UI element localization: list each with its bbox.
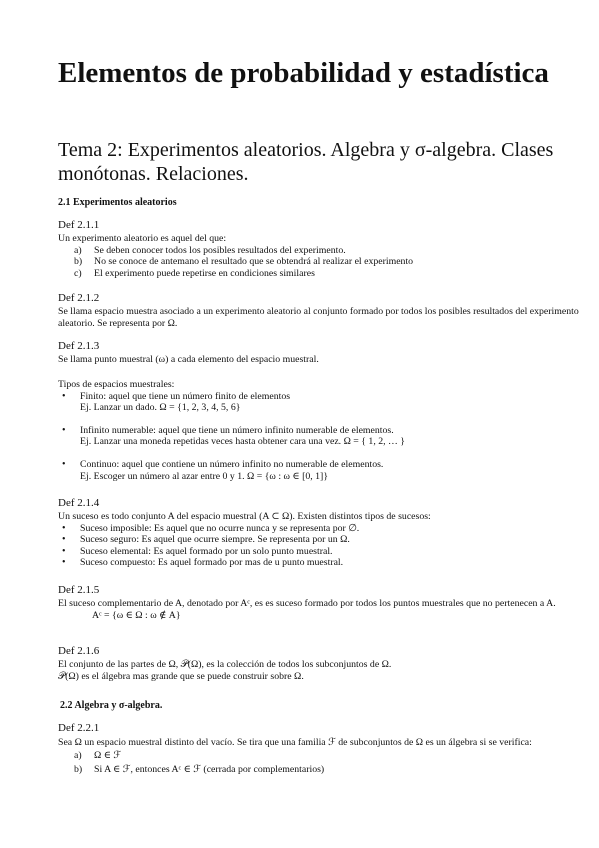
definition-text: Un suceso es todo conjunto A del espacio muestral (A ⊂ Ω). Existen distintos tipos de sucesos: <box>58 511 431 522</box>
list-letter: b) <box>74 256 83 268</box>
list-item <box>58 523 588 535</box>
definition-heading: Def 2.1.1 <box>58 219 100 231</box>
list-item-text: Suceso seguro: Es aquel que ocurre siempre. Se representa por un Ω. <box>80 534 350 546</box>
list-item <box>58 546 588 558</box>
bullet-icon: • <box>62 424 66 436</box>
definition-heading: Def 2.2.1 <box>58 722 100 734</box>
section-heading-2-2: 2.2 Algebra y σ-algebra. <box>60 700 163 711</box>
list-item <box>58 391 588 414</box>
list-item-text: No se conoce de antemano el resultado que se obtendrá al realizar el experimento <box>94 256 414 268</box>
ordered-list <box>58 749 588 777</box>
list-item <box>58 268 588 280</box>
definition-text: El suceso complementario de A, denotado por Aᶜ, es es suceso formado por todos los puntos muestrales que no pertenecen a A. <box>58 598 556 609</box>
list-item <box>58 256 588 268</box>
list-item-text: El experimento puede repetirse en condiciones similares <box>94 267 315 279</box>
topic-subtitle: Tema 2: Experimentos aleatorios. Algebra y σ-algebra. Clases monótonas. Relaciones. <box>58 139 554 185</box>
list-item-text: Se deben conocer todos los posibles resultados del experimento. <box>94 244 346 256</box>
bullet-icon: • <box>62 534 66 546</box>
definition-2-1-5 <box>58 584 588 621</box>
definition-text: Se llama punto muestral (ω) a cada elemento del espacio muestral. <box>58 354 319 365</box>
definition-text: 𝒫(Ω) es el álgebra mas grande que se puede construir sobre Ω. <box>58 670 304 682</box>
list-item-text: Suceso compuesto: Es aquel formado por mas de u punto muestral. <box>80 557 344 569</box>
definition-heading: Def 2.1.5 <box>58 584 100 596</box>
list-letter: c) <box>74 267 82 279</box>
list-letter: a) <box>74 750 82 761</box>
type-continuous-example: Ej. Escoger un número al azar entre 0 y 1. Ω = {ω : ω ∈ [0, 1]} <box>80 470 329 482</box>
event-types-list <box>58 523 588 569</box>
list-item <box>58 534 588 546</box>
definition-heading: Def 2.1.2 <box>58 292 100 304</box>
list-item <box>58 749 588 763</box>
definition-2-1-3 <box>58 340 588 366</box>
bullet-icon: • <box>62 390 66 402</box>
bullet-icon: • <box>62 545 66 557</box>
list-item <box>58 425 588 448</box>
list-item-text: Suceso elemental: Es aquel formado por un solo punto muestral. <box>80 545 333 557</box>
list-item <box>58 557 588 569</box>
list-item-text: Si A ∈ ℱ, entonces Aᶜ ∈ ℱ (cerrada por complementarios) <box>94 764 325 775</box>
sample-space-types <box>58 379 588 482</box>
ordered-list <box>58 245 588 280</box>
list-letter: a) <box>74 244 82 256</box>
bullet-icon: • <box>62 522 66 534</box>
section-heading-2-1: 2.1 Experimentos aleatorios <box>58 197 177 208</box>
definition-2-1-6 <box>58 645 588 682</box>
definition-text: El conjunto de las partes de Ω, 𝒫(Ω), es la colección de todos los subconjuntos de Ω. <box>58 659 392 670</box>
definition-2-2-1 <box>58 722 588 777</box>
list-item <box>58 245 588 257</box>
definition-2-1-2 <box>58 292 588 329</box>
list-item-text: Suceso imposible: Es aquel que no ocurre nunca y se representa por ∅. <box>80 522 360 534</box>
definition-text: Se llama espacio muestra asociado a un experimento aleatorio al conjunto formado por todos los posibles resultados del experimento aleatorio. Se representa por Ω. <box>58 306 579 329</box>
type-continuous: Continuo: aquel que contiene un número infinito no numerable de elementos. <box>80 458 384 470</box>
definition-text: Un experimento aleatorio es aquel del que: <box>58 233 227 244</box>
type-countable: Infinito numerable: aquel que tiene un número infinito numerable de elementos. <box>80 424 394 436</box>
definition-heading: Def 2.1.4 <box>58 497 100 509</box>
list-letter: b) <box>74 764 83 775</box>
definition-2-1-4 <box>58 497 588 569</box>
complement-formula: Aᶜ = {ω ∈ Ω : ω ∉ A} <box>92 609 181 621</box>
document-title: Elementos de probabilidad y estadística <box>58 57 549 89</box>
definition-2-1-1 <box>58 219 588 279</box>
bullet-icon: • <box>62 458 66 470</box>
list-item <box>58 459 588 482</box>
bullet-icon: • <box>62 557 66 569</box>
list-item <box>58 763 588 777</box>
type-finite-example: Ej. Lanzar un dado. Ω = {1, 2, 3, 4, 5, 6} <box>80 402 241 414</box>
list-item-text: Ω ∈ ℱ <box>94 750 122 761</box>
definition-heading: Def 2.1.3 <box>58 340 100 352</box>
types-intro: Tipos de espacios muestrales: <box>58 379 175 390</box>
definition-text: Sea Ω un espacio muestral distinto del vacío. Se tira que una familia ℱ de subconjuntos de Ω es un álgebra si se verifica: <box>58 737 532 748</box>
type-countable-example: Ej. Lanzar una moneda repetidas veces hasta obtener cara una vez. Ω = { 1, 2, … } <box>80 436 405 448</box>
definition-heading: Def 2.1.6 <box>58 645 100 657</box>
types-list <box>58 391 588 483</box>
type-finite: Finito: aquel que tiene un número finito de elementos <box>80 390 291 402</box>
